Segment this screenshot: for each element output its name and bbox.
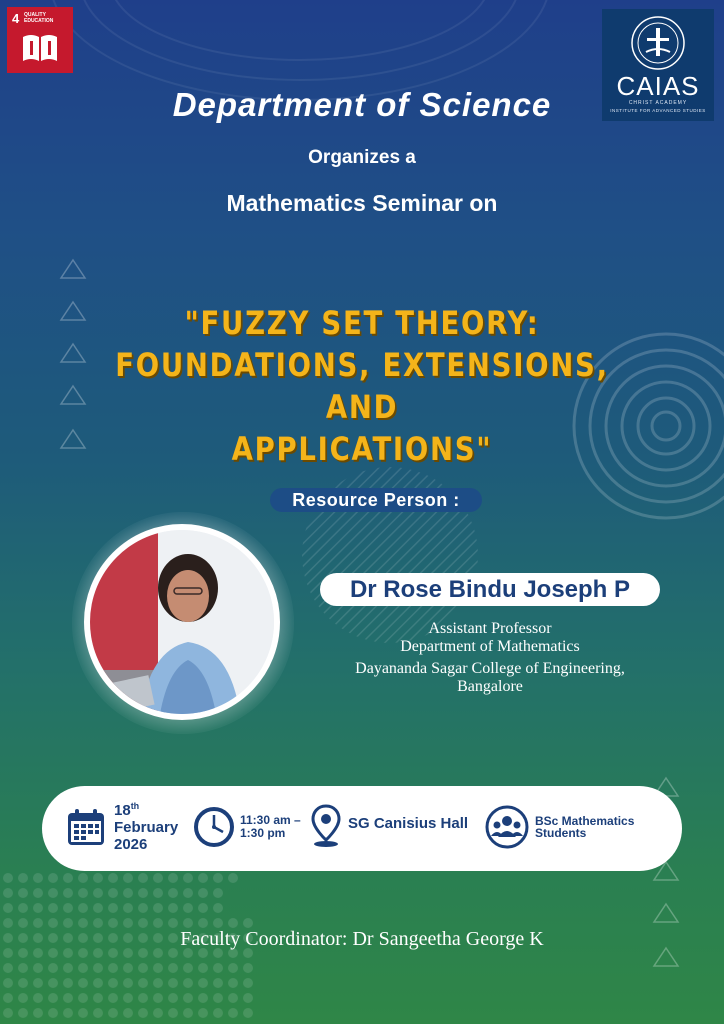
pattern-dot <box>108 888 118 898</box>
event-day: 18 <box>114 802 131 819</box>
pattern-dot <box>48 993 58 1003</box>
pattern-dot <box>63 978 73 988</box>
audience-group-icon <box>485 805 529 849</box>
pattern-dot <box>168 873 178 883</box>
pattern-dot <box>183 1008 193 1018</box>
pattern-dot <box>78 963 88 973</box>
pattern-dot <box>198 1008 208 1018</box>
pattern-dot <box>123 903 133 913</box>
pattern-dot <box>138 993 148 1003</box>
pattern-dot <box>3 918 13 928</box>
pattern-dot <box>138 888 148 898</box>
pattern-dot <box>108 1008 118 1018</box>
speaker-city: Bangalore <box>457 678 523 695</box>
pattern-dot <box>243 978 253 988</box>
resource-person-heading: Resource Person : <box>270 488 482 512</box>
pattern-dot <box>213 918 223 928</box>
pattern-dot <box>3 903 13 913</box>
pattern-dot <box>33 918 43 928</box>
pattern-dot <box>198 978 208 988</box>
pattern-dot <box>153 903 163 913</box>
pattern-dot <box>63 903 73 913</box>
pattern-dot <box>108 903 118 913</box>
pattern-dot <box>33 978 43 988</box>
pattern-dot <box>3 873 13 883</box>
pattern-dot <box>78 888 88 898</box>
pattern-dot <box>3 978 13 988</box>
pattern-dot <box>213 963 223 973</box>
pattern-dot <box>123 888 133 898</box>
audience-line-2: Students <box>535 826 587 840</box>
event-date <box>114 798 178 853</box>
pattern-dot <box>48 978 58 988</box>
institute-emblem-icon <box>629 14 687 72</box>
calendar-icon <box>66 807 106 847</box>
pattern-dot <box>228 918 238 928</box>
event-audience <box>535 815 634 839</box>
pattern-dot <box>123 963 133 973</box>
pattern-dot <box>18 978 28 988</box>
institute-subtitle: CHRIST ACADEMY <box>628 100 688 106</box>
pattern-dot <box>63 1008 73 1018</box>
pattern-dot <box>63 993 73 1003</box>
pattern-dot <box>138 918 148 928</box>
pattern-dot <box>3 963 13 973</box>
pattern-dot <box>33 903 43 913</box>
clock-icon <box>193 806 235 848</box>
organizes-text: Organizes a <box>308 147 416 168</box>
pattern-dot <box>153 963 163 973</box>
pattern-dot <box>108 873 118 883</box>
topic-line-2: FOUNDATIONS, EXTENSIONS, AND <box>115 346 609 426</box>
pattern-dot <box>93 993 103 1003</box>
pattern-dot <box>198 993 208 1003</box>
pattern-dot <box>198 903 208 913</box>
pattern-dot <box>3 993 13 1003</box>
pattern-dot <box>48 903 58 913</box>
faculty-coordinator: Faculty Coordinator: Dr Sangeetha George K <box>180 928 544 950</box>
pattern-dot <box>183 963 193 973</box>
pattern-dot <box>198 918 208 928</box>
pattern-dot <box>243 963 253 973</box>
pattern-dot <box>63 963 73 973</box>
pattern-dot <box>33 963 43 973</box>
pattern-dot <box>213 978 223 988</box>
pattern-dot <box>168 903 178 913</box>
pattern-dot <box>108 978 118 988</box>
open-book-icon <box>21 31 59 65</box>
seminar-topic <box>104 302 620 470</box>
pattern-dot <box>78 993 88 1003</box>
pattern-dot <box>243 918 253 928</box>
pattern-dot <box>183 918 193 928</box>
pattern-dot <box>138 1008 148 1018</box>
pattern-dot <box>93 963 103 973</box>
pattern-dot <box>78 873 88 883</box>
pattern-dot <box>63 888 73 898</box>
pattern-dot <box>3 1008 13 1018</box>
pattern-dot <box>138 978 148 988</box>
pattern-dot <box>33 1008 43 1018</box>
pattern-dot <box>228 978 238 988</box>
sdg-quality-education-badge <box>7 7 73 73</box>
pattern-dot <box>63 873 73 883</box>
pattern-dot <box>48 963 58 973</box>
pattern-dot <box>18 963 28 973</box>
pattern-dot <box>213 1008 223 1018</box>
event-year: 2026 <box>114 836 148 853</box>
pattern-dot <box>213 993 223 1003</box>
pattern-dot <box>78 903 88 913</box>
pattern-dot <box>123 978 133 988</box>
speaker-portrait-image <box>90 530 274 714</box>
pattern-dot <box>168 918 178 928</box>
pattern-dot <box>198 873 208 883</box>
pattern-dot <box>243 1008 253 1018</box>
pattern-dot <box>138 963 148 973</box>
pattern-dot <box>18 873 28 883</box>
pattern-dot <box>153 993 163 1003</box>
pattern-dot <box>213 888 223 898</box>
event-info-bar <box>42 786 682 871</box>
event-day-suffix: th <box>130 801 140 811</box>
pattern-dot <box>123 1008 133 1018</box>
pattern-dot <box>153 1008 163 1018</box>
pattern-dot <box>123 993 133 1003</box>
event-time-end: 1:30 pm <box>240 826 286 840</box>
speaker-college: Dayananda Sagar College of Engineering, <box>355 660 625 677</box>
pattern-dot <box>183 888 193 898</box>
pattern-dot <box>183 873 193 883</box>
pattern-dot <box>93 978 103 988</box>
topic-line-1: "FUZZY SET THEORY: <box>184 304 540 342</box>
pattern-dot <box>228 873 238 883</box>
pattern-dot <box>3 888 13 898</box>
location-pin-icon <box>310 804 342 848</box>
pattern-dot <box>93 903 103 913</box>
speaker-department: Department of Mathematics <box>400 638 580 655</box>
pattern-dot <box>243 993 253 1003</box>
pattern-dot <box>168 888 178 898</box>
pattern-dot <box>168 978 178 988</box>
pattern-dot <box>123 918 133 928</box>
institute-tagline: INSTITUTE FOR ADVANCED STUDIES <box>610 108 706 113</box>
department-title: Department of Science <box>172 86 552 123</box>
event-time <box>240 814 301 840</box>
pattern-dot <box>138 873 148 883</box>
pattern-dot <box>78 1008 88 1018</box>
pattern-dot <box>198 963 208 973</box>
pattern-dot <box>198 888 208 898</box>
pattern-dot <box>138 903 148 913</box>
pattern-dot <box>18 1008 28 1018</box>
pattern-dot <box>93 1008 103 1018</box>
speaker-designation: Assistant Professor <box>428 620 552 637</box>
pattern-dot <box>213 903 223 913</box>
pattern-dot <box>18 993 28 1003</box>
pattern-dot <box>183 978 193 988</box>
pattern-dot <box>108 963 118 973</box>
pattern-dot <box>48 888 58 898</box>
event-type-text: Mathematics Seminar on <box>226 190 498 216</box>
speaker-name: Dr Rose Bindu Joseph P <box>320 573 660 606</box>
pattern-dot <box>168 993 178 1003</box>
pattern-dot <box>213 873 223 883</box>
pattern-dot <box>48 1008 58 1018</box>
event-venue: SG Canisius Hall <box>348 815 469 832</box>
triangle-decoration-left <box>58 258 88 468</box>
pattern-dot <box>108 918 118 928</box>
pattern-dot <box>78 918 88 928</box>
event-month: February <box>114 819 179 836</box>
pattern-dot <box>33 993 43 1003</box>
pattern-dot <box>228 993 238 1003</box>
sdg-number: 4 <box>12 11 20 26</box>
pattern-dot <box>228 963 238 973</box>
pattern-dot <box>63 918 73 928</box>
pattern-dot <box>153 873 163 883</box>
pattern-dot <box>18 903 28 913</box>
pattern-dot <box>153 978 163 988</box>
pattern-dot <box>183 993 193 1003</box>
pattern-dot <box>168 1008 178 1018</box>
pattern-dot <box>93 873 103 883</box>
pattern-dot <box>108 993 118 1003</box>
pattern-dot <box>123 873 133 883</box>
institute-name: CAIAS <box>616 71 700 101</box>
pattern-dot <box>48 873 58 883</box>
pattern-dot <box>78 978 88 988</box>
pattern-dot <box>228 1008 238 1018</box>
pattern-dot <box>18 888 28 898</box>
pattern-dot <box>33 873 43 883</box>
speaker-photo <box>84 524 280 720</box>
sdg-label: QUALITY EDUCATION <box>24 12 54 24</box>
pattern-dot <box>153 918 163 928</box>
pattern-dot <box>183 903 193 913</box>
pattern-dot <box>48 918 58 928</box>
pattern-dot <box>153 888 163 898</box>
pattern-dot <box>18 918 28 928</box>
event-time-start: 11:30 am – <box>240 813 301 827</box>
topic-line-3: APPLICATIONS" <box>231 430 493 468</box>
pattern-dot <box>33 888 43 898</box>
pattern-dot <box>168 963 178 973</box>
audience-line-1: BSc Mathematics <box>535 814 635 828</box>
pattern-dot <box>93 918 103 928</box>
pattern-dot <box>93 888 103 898</box>
